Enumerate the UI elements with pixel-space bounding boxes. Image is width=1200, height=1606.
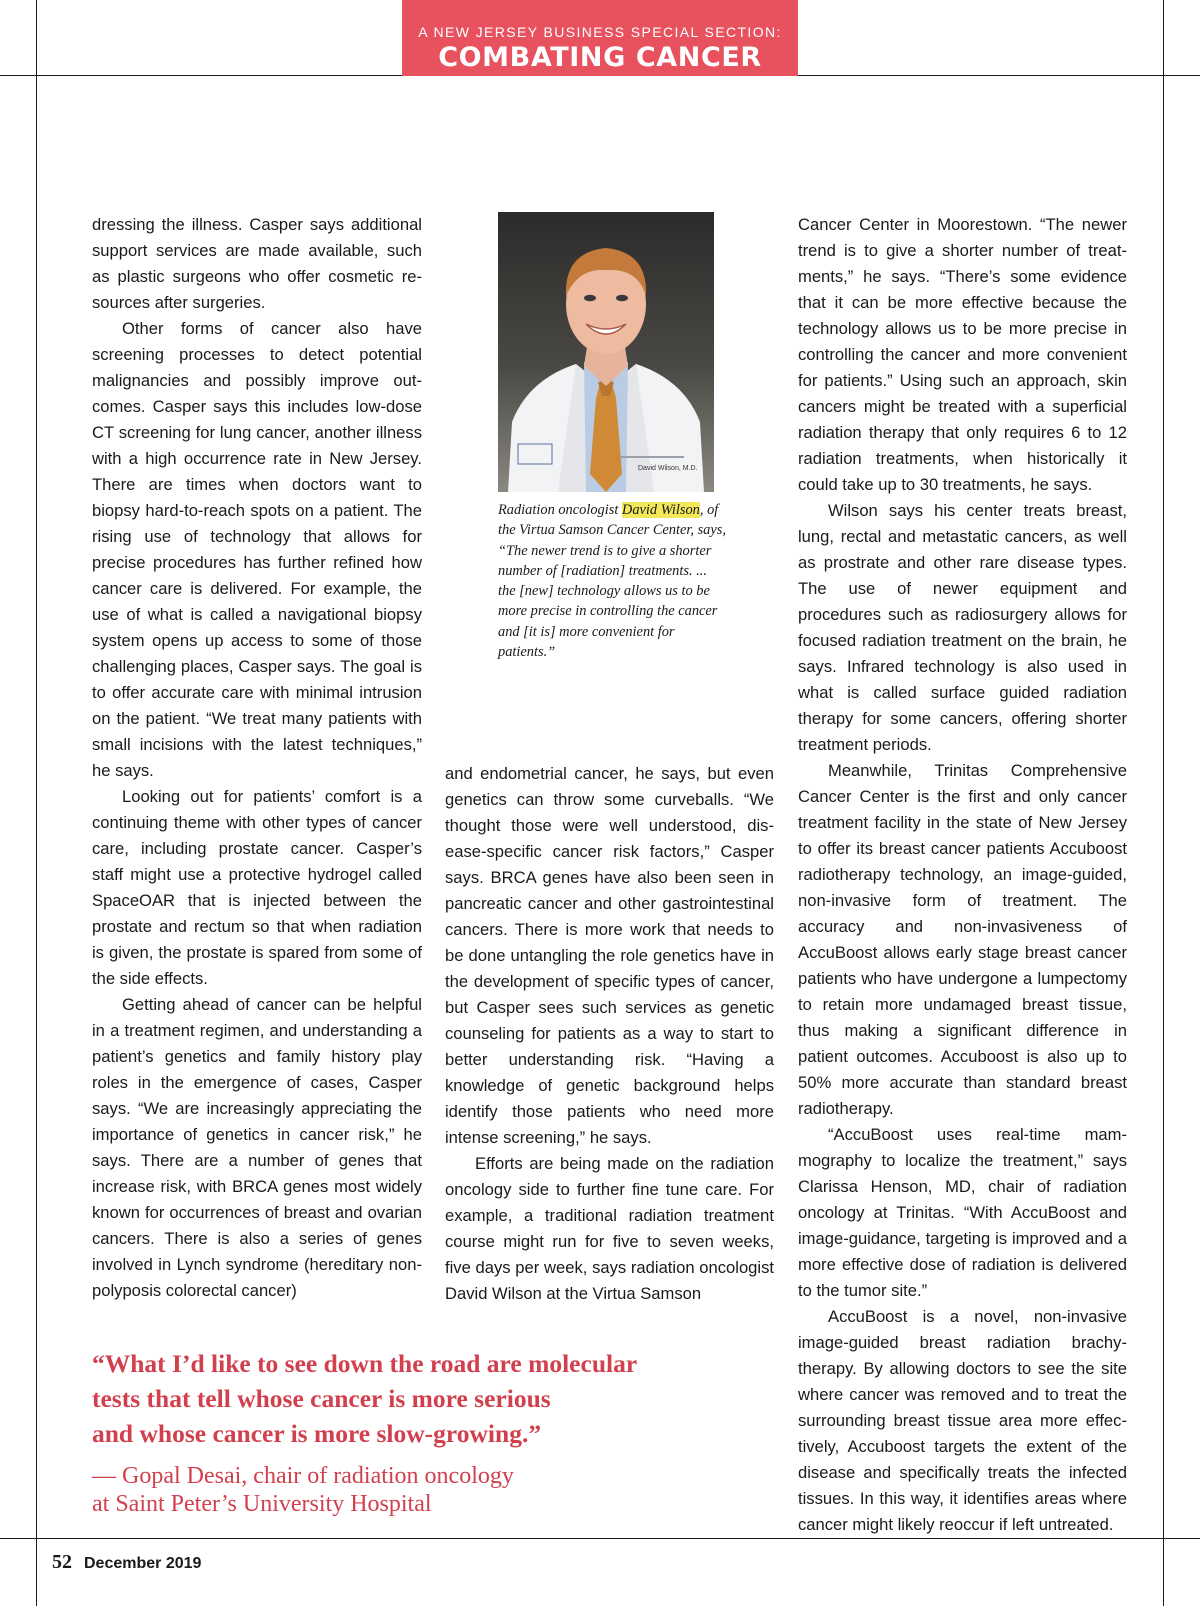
paragraph: Efforts are being made on the radiation oncology side to further fine tune care. For example, a traditional radiation treatment course might run for five to seven weeks, five days per week, says radiation oncologist David Wilson at the Virtua Samson — [445, 1154, 774, 1303]
paragraph: Cancer Center in Moorestown. “The newer trend is to give a shorter number of treatments,” he says. “There’s some evidence that it can be more effective because the technology allows us to be more precise in controlling the cancer and more convenient for patients.” Using such an approach, skin cancers might be treated with a superficial radiation therapy that only requires 6 to 12 radiation treatments, when historically it could take up to 30 treatments, he says. — [798, 215, 1127, 494]
frame-left-line — [36, 0, 37, 1606]
photo-caption — [498, 500, 728, 662]
paragraph: Getting ahead of cancer can be helpful in a treatment regimen, and understanding a patient’s genetics and family history play roles in the emergence of cases, Casper says. “We are increasingly appreciating the importance of genetics in cancer risk,” he says. There are a number of genes that increase risk, with BRCA genes most widely known for occurrences of breast and ovarian cancers. There is also a series of genes involved in Lynch syndrome (hereditary non-polyposis colorectal cancer) — [92, 995, 422, 1300]
section-title: COMBATING CANCER — [438, 42, 762, 73]
portrait-illustration — [498, 212, 714, 492]
article-column-1 — [92, 212, 422, 1304]
pull-quote-line: “What I’d like to see down the road are molecular — [92, 1349, 638, 1378]
article-column-3 — [798, 212, 1127, 1538]
frame-bottom-line — [0, 1538, 1200, 1539]
paragraph: Wilson says his center treats breast, lung, rectal and metastatic cancers, as well as prostrate and other rare disease types. The use of newer equipment and procedures such as radiosurgery allows for focused radiation treatment on the brain, he says. Infrared technology is also used in what is called surface guided radiation therapy for some cancers, offering shorter treatment periods. — [798, 501, 1127, 754]
paragraph: Looking out for patients’ comfort is a continuing theme with other types of cancer care, including prostate cancer. Casper’s staff might use a protective hydrogel called SpaceOAR that is injected between the prostate and rectum so that when radiation is given, the prostate is spared from some of the side effects. — [92, 787, 422, 988]
paragraph: dressing the illness. Casper says additional support services are made available, such as plastic surgeons who offer cosmetic resources after surgeries. — [92, 215, 422, 312]
page-number: 52 — [52, 1551, 72, 1573]
attribution-line: — Gopal Desai, chair of radiation oncology — [92, 1463, 514, 1489]
paragraph: AccuBoost is a novel, non-invasive image-guided breast radiation brachytherapy. By allowing doctors to see the site where cancer was removed and to treat the surrounding breast tissue area more effectively, Accuboost targets the extent of the disease and specifically treats the infected tissues. In this way, it identifies areas where cancer might likely reoccur if left untreated. — [798, 1307, 1127, 1534]
caption-highlight-name: David Wilson — [621, 502, 700, 518]
portrait-photo — [498, 212, 714, 492]
paragraph: and endometrial cancer, he says, but even genetics can throw some curveballs. “We thought those were well understood, disease-specific cancer risk factors,” Casper says. BRCA genes have also been seen in pancreatic cancer and other gastrointestinal cancers. There is more work that needs to be done untangling the role genetics have in the development of specific types of cancer, but Casper sees such services as genetic counseling for patients as a way to start to better understanding risk. “Having a knowledge of genetic background helps identify those patients who need more intense screening,” he says. — [445, 764, 774, 1147]
page-footer — [52, 1551, 201, 1574]
pull-quote-line: tests that tell whose cancer is more serious — [92, 1384, 551, 1413]
coat-name-badge: David Wilson, M.D. — [638, 465, 698, 472]
section-kicker: A NEW JERSEY BUSINESS SPECIAL SECTION: — [418, 24, 782, 40]
paragraph: “AccuBoost uses real-time mammography to localize the treatment,” says Clarissa Henson, MD, chair of radiation oncology at Trinitas. “With AccuBoost and image-guidance, targeting is improved and a more effective dose of radiation is delivered to the tumor site.” — [798, 1125, 1127, 1300]
frame-right-line — [1163, 0, 1164, 1606]
paragraph: Other forms of cancer also have screening processes to detect potential malignancies and possibly improve outcomes. Casper says this includes low-dose CT screening for lung cancer, another illness with a high occurrence rate in New Jersey. There are times when doctors want to biopsy hard-to-reach spots on a patient. The rising use of technology that allows for precise procedures has further refined how cancer care is delivered. For example, the use of what is called a navigational biopsy system opens up access to some of those challenging places, Casper says. The goal is to offer accurate care with minimal intrusion on the patient. “We treat many patients with small incisions with the latest techniques,” he says. — [92, 319, 422, 780]
issue-date: December 2019 — [84, 1555, 202, 1572]
article-column-2 — [445, 761, 774, 1307]
pull-quote — [92, 1346, 772, 1451]
attribution-line: at Saint Peter’s University Hospital — [92, 1491, 432, 1517]
section-header — [402, 0, 798, 76]
caption-text-start: Radiation oncologist — [498, 502, 622, 518]
pull-quote-attribution — [92, 1462, 652, 1518]
paragraph: Meanwhile, Trinitas Comprehensive Cancer Center is the first and only cancer treatment facility in the state of New Jersey to offer its breast cancer patients Accuboost radiotherapy technology, an image-guided, non-invasive form of treatment. The accuracy and non-invasiveness of AccuBoost allows early stage breast cancer patients who have undergone a lumpectomy to retain more undamaged breast tissue, thus making a significant difference in patient outcomes. Accuboost is also up to 50% more accurate than standard breast radiotherapy. — [798, 761, 1127, 1118]
pull-quote-line: and whose cancer is more slow-growing.” — [92, 1419, 542, 1448]
caption-text-end: , of the Virtua Samson Cancer Center, says, “The newer trend is to give a shorter number of [radiation] treatments. ... the [new] technology allows us to be more precise in controlling the cancer and [it is] more convenient for patients.” — [498, 502, 726, 661]
